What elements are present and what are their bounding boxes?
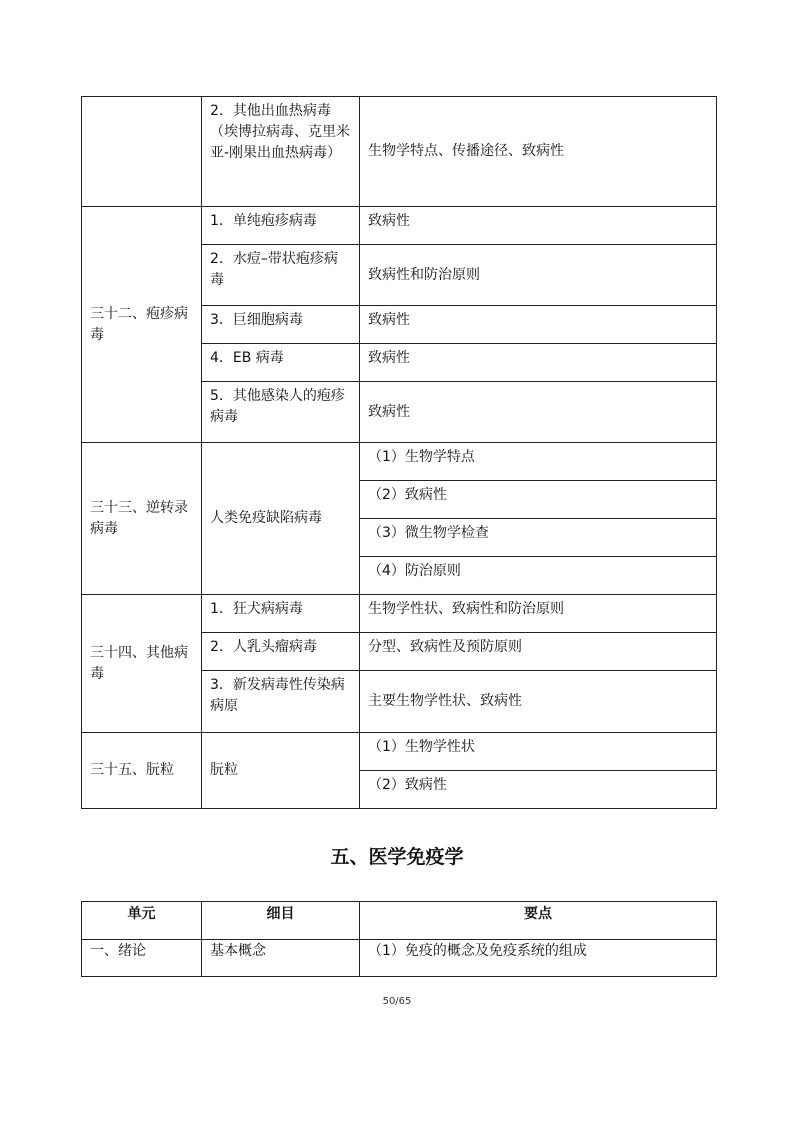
- detail-cell: 2．其他出血热病毒（埃博拉病毒、克里米亚-刚果出血热病毒）: [202, 97, 360, 207]
- detail-cell: 基本概念: [202, 940, 360, 977]
- point-cell: 主要生物学性状、致病性: [360, 671, 717, 733]
- unit-cell-33: 三十三、逆转录病毒: [82, 443, 202, 595]
- detail-cell: 朊粒: [202, 733, 360, 809]
- detail-cell: 1．单纯疱疹病毒: [202, 207, 360, 245]
- syllabus-table-immunology: [81, 901, 717, 977]
- point-cell: 生物学性状、致病性和防治原则: [360, 595, 717, 633]
- detail-cell: 3．新发病毒性传染病病原: [202, 671, 360, 733]
- point-cell: （4）防治原则: [360, 557, 717, 595]
- detail-cell: 2．水痘–带状疱疹病毒: [202, 245, 360, 306]
- unit-cell: 一、绪论: [82, 940, 202, 977]
- point-cell: 生物学特点、传播途径、致病性: [360, 97, 717, 207]
- point-cell: 致病性: [360, 306, 717, 344]
- detail-cell: 3．巨细胞病毒: [202, 306, 360, 344]
- point-cell: （1）生物学性状: [360, 733, 717, 771]
- header-detail: 细目: [202, 902, 360, 940]
- point-cell: （3）微生物学检查: [360, 519, 717, 557]
- point-cell: （2）致病性: [360, 481, 717, 519]
- unit-cell-35: 三十五、朊粒: [82, 733, 202, 809]
- syllabus-table-virology: [81, 96, 717, 809]
- page-number: 50/65: [382, 996, 412, 1007]
- detail-cell: 人类免疫缺陷病毒: [202, 443, 360, 595]
- point-cell: 分型、致病性及预防原则: [360, 633, 717, 671]
- point-cell: （2）致病性: [360, 771, 717, 809]
- section-title: 五、医学免疫学: [330, 846, 464, 868]
- detail-cell: 4．EB 病毒: [202, 344, 360, 382]
- point-cell: 致病性: [360, 382, 717, 443]
- unit-cell-empty: [82, 97, 202, 207]
- unit-cell-32: 三十二、疱疹病毒: [82, 207, 202, 443]
- header-unit: 单元: [82, 902, 202, 940]
- point-cell: 致病性: [360, 344, 717, 382]
- unit-cell-34: 三十四、其他病毒: [82, 595, 202, 733]
- detail-cell: 5．其他感染人的疱疹病毒: [202, 382, 360, 443]
- detail-cell: 2．人乳头瘤病毒: [202, 633, 360, 671]
- detail-cell: 1．狂犬病病毒: [202, 595, 360, 633]
- point-cell: （1）生物学特点: [360, 443, 717, 481]
- header-point: 要点: [360, 902, 717, 940]
- point-cell: （1）免疫的概念及免疫系统的组成: [360, 940, 717, 977]
- point-cell: 致病性: [360, 207, 717, 245]
- point-cell: 致病性和防治原则: [360, 245, 717, 306]
